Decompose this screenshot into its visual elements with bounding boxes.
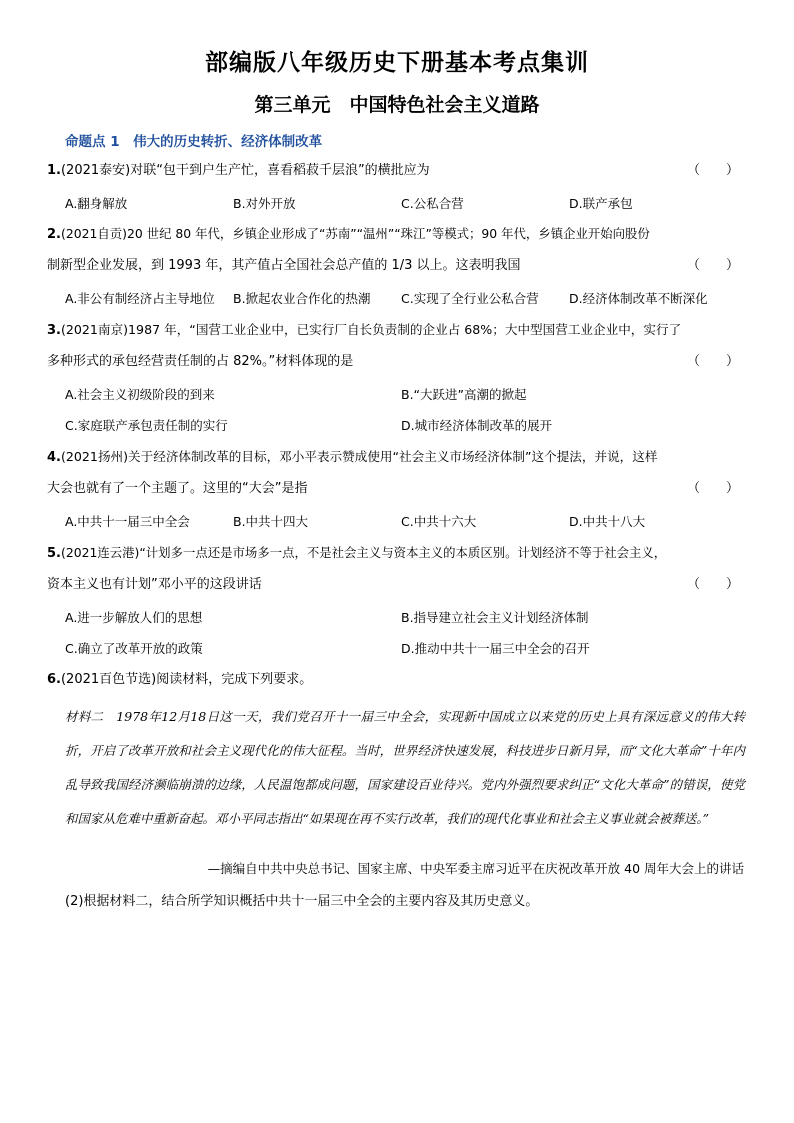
- option-d: D.经济体制改革不断深化: [569, 291, 708, 306]
- question-text: (2021扬州)关于经济体制改革的目标，邓小平表示赞成使用“社会主义市场经济体制”这个提法，并说，这样: [60, 449, 658, 464]
- question-text: 多种形式的承包经营责任制的占 82%。”材料体现的是: [47, 354, 354, 369]
- answer-blank: （ ）: [686, 577, 739, 592]
- option-b: B.“大跃进”高潮的掀起: [401, 387, 527, 402]
- material-source: —摘编自中共中央总书记、国家主席、中央军委主席习近平在庆祝改革开放 40 周年大会上的讲话: [207, 861, 744, 876]
- question-text: (2021自贡)20 世纪 80 年代，乡镇企业形成了“苏南”“温州”“珠江”等模式；90 年代，乡镇企业开始向股份: [60, 226, 650, 241]
- answer-blank: （ ）: [686, 258, 739, 273]
- question-3: [47, 314, 747, 378]
- option-b: B.对外开放: [233, 196, 296, 211]
- option-a: A.进一步解放人们的思想: [65, 610, 203, 625]
- question-number: 2.: [47, 227, 61, 242]
- options-5: [65, 608, 755, 636]
- option-a: A.社会主义初级阶段的到来: [65, 387, 215, 402]
- question-text: (2021泰安)对联“包干到户生产忙，喜看稻菽千层浪”的横批应为: [60, 163, 430, 178]
- option-b: B.指导建立社会主义计划经济体制: [401, 610, 589, 625]
- page-title: 部编版八年级历史下册基本考点集训: [205, 50, 589, 76]
- option-a: A.非公有制经济占主导地位: [65, 291, 215, 306]
- question-number: 4.: [47, 450, 61, 465]
- question-4: [47, 441, 747, 505]
- question-text: (2021连云港)“计划多一点还是市场多一点，不是社会主义与资本主义的本质区别。计划经济不等于社会主义，: [60, 545, 667, 560]
- option-b: B.掀起农业合作化的热潮: [233, 291, 371, 306]
- option-d: D.推动中共十一届三中全会的召开: [401, 641, 590, 656]
- question-text: (2021百色节选)阅读材料，完成下列要求。: [60, 672, 313, 687]
- section-heading: 命题点 1 伟大的历史转折、经济体制改革: [65, 134, 323, 150]
- question-2: [47, 218, 747, 282]
- answer-blank: （ ）: [686, 481, 739, 496]
- question-5: [47, 537, 747, 601]
- option-d: D.中共十八大: [569, 514, 646, 529]
- answer-blank: （ ）: [686, 354, 739, 369]
- question-number: 6.: [47, 672, 61, 687]
- options-2: [65, 289, 755, 317]
- material-passage: 材料二 1978年12月18日这一天，我们党召开十一届三中全会，实现新中国成立以来党的历史上具有深远意义的伟大转折，开启了改革开放和社会主义现代化的伟大征程。当时，世界经济快速发展，科技进步日新月异，而“文化大革命”十年内乱导致我国经济濒临崩溃的边缘，人民温饱都成问题，国家建设百业待兴。党内外强烈要求纠正“文化大革命”的错误，使党和国家从危难中重新奋起。邓小平同志指出“如果现在再不实行改革，我们的现代化事业和社会主义事业就会被葬送。”: [65, 709, 745, 826]
- options-4: [65, 512, 755, 540]
- question-number: 3.: [47, 323, 61, 338]
- question-number: 1.: [47, 163, 61, 178]
- option-c: C.家庭联产承包责任制的实行: [65, 418, 228, 433]
- question-text: 大会也就有了一个主题了。这里的“大会”是指: [47, 481, 308, 496]
- options-3b: [65, 416, 755, 444]
- option-c: C.确立了改革开放的政策: [65, 641, 203, 656]
- question-6: [47, 664, 747, 696]
- question-text: (2021南京)1987 年，“国营工业企业中，已实行厂自长负责制的企业占 68%；大中型国营工业企业中，实行了: [60, 322, 682, 337]
- question-task: (2)根据材料二，结合所学知识概括中共十一届三中全会的主要内容及其历史意义。: [65, 894, 539, 909]
- option-c: C.中共十六大: [401, 514, 477, 529]
- unit-subtitle: 第三单元 中国特色社会主义道路: [254, 94, 540, 116]
- option-c: C.公私合营: [401, 196, 464, 211]
- option-d: D.联产承包: [569, 196, 633, 211]
- question-1: [47, 155, 747, 187]
- question-text: 制新型企业发展，到 1993 年，其产值占全国社会总产值的 1/3 以上。这表明我国: [47, 258, 521, 273]
- option-d: D.城市经济体制改革的展开: [401, 418, 553, 433]
- options-3: [65, 385, 755, 413]
- option-c: C.实现了全行业公私合营: [401, 291, 539, 306]
- question-text: 资本主义也有计划”邓小平的这段讲话: [47, 577, 262, 592]
- answer-blank: （ ）: [686, 163, 739, 178]
- options-5b: [65, 639, 755, 667]
- question-number: 5.: [47, 546, 61, 561]
- option-a: A.翻身解放: [65, 196, 128, 211]
- option-a: A.中共十一届三中全会: [65, 514, 190, 529]
- option-b: B.中共十四大: [233, 514, 309, 529]
